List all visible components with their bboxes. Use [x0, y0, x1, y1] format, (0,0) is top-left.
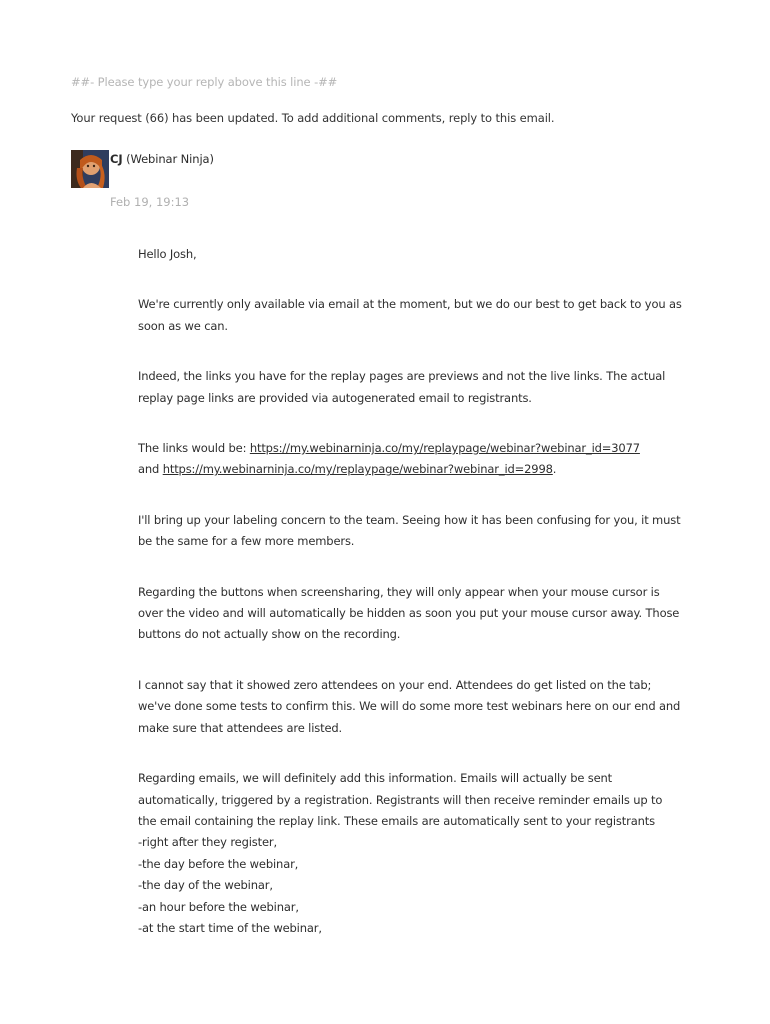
comment-body — [138, 244, 683, 968]
schedule-item: -the day before the webinar, — [138, 856, 299, 871]
update-notice: Your request (66) has been updated. To add additional comments, reply to this email. — [71, 111, 555, 125]
author-org: (Webinar Ninja) — [126, 152, 214, 166]
schedule-item: -the day of the webinar, — [138, 878, 273, 893]
emails-text: Regarding emails, we will definitely add this information. Emails will actually be sent automatically, triggered by a registration. Registrants will then receive reminder emails up to the email containing the replay link. These emails are automatically sent to your registrants — [138, 771, 663, 828]
links-and: and — [138, 462, 163, 477]
schedule-item: -at the start time of the webinar, — [138, 920, 322, 935]
reply-instruction: ##- Please type your reply above this line -## — [71, 75, 338, 89]
paragraph-replay-links: Indeed, the links you have for the replay pages are previews and not the live links. The actual replay page links are provided via autogenerated email to registrants. — [138, 369, 666, 405]
replay-link-3077[interactable]: https://my.webinarninja.co/my/replaypage/webinar?webinar_id=3077 — [249, 441, 640, 456]
schedule-item: -an hour before the webinar, — [138, 899, 299, 914]
paragraph-links — [138, 438, 683, 481]
greeting: Hello Josh, — [138, 247, 197, 261]
comment-author — [110, 152, 214, 166]
links-prefix: The links would be: — [138, 441, 250, 456]
avatar — [71, 150, 109, 188]
schedule-item: -right after they register, — [138, 835, 277, 850]
paragraph-attendees: I cannot say that it showed zero attendees on your end. Attendees do get listed on the tab; we've done some tests to confirm this. We will do some more test webinars here on our end and make sure that attendees are listed. — [138, 677, 681, 735]
paragraph-availability: We're currently only available via email at the moment, but we do our best to get back to you as soon as we can. — [138, 297, 682, 333]
links-suffix: . — [552, 462, 557, 477]
author-name: CJ — [110, 152, 123, 166]
avatar-image-icon — [71, 150, 109, 188]
paragraph-screensharing: Regarding the buttons when screensharing, they will only appear when your mouse cursor is over the video and will automatically be hidden as soon you put your mouse cursor away. Those buttons do not actually show on the recording. — [138, 584, 680, 642]
comment-timestamp: Feb 19, 19:13 — [110, 195, 190, 209]
replay-link-2998[interactable]: https://my.webinarninja.co/my/replaypage/webinar?webinar_id=2998 — [162, 462, 553, 477]
paragraph-labeling: I'll bring up your labeling concern to the team. Seeing how it has been confusing for you, it must be the same for a few more members. — [138, 512, 681, 549]
paragraph-emails — [138, 768, 683, 939]
